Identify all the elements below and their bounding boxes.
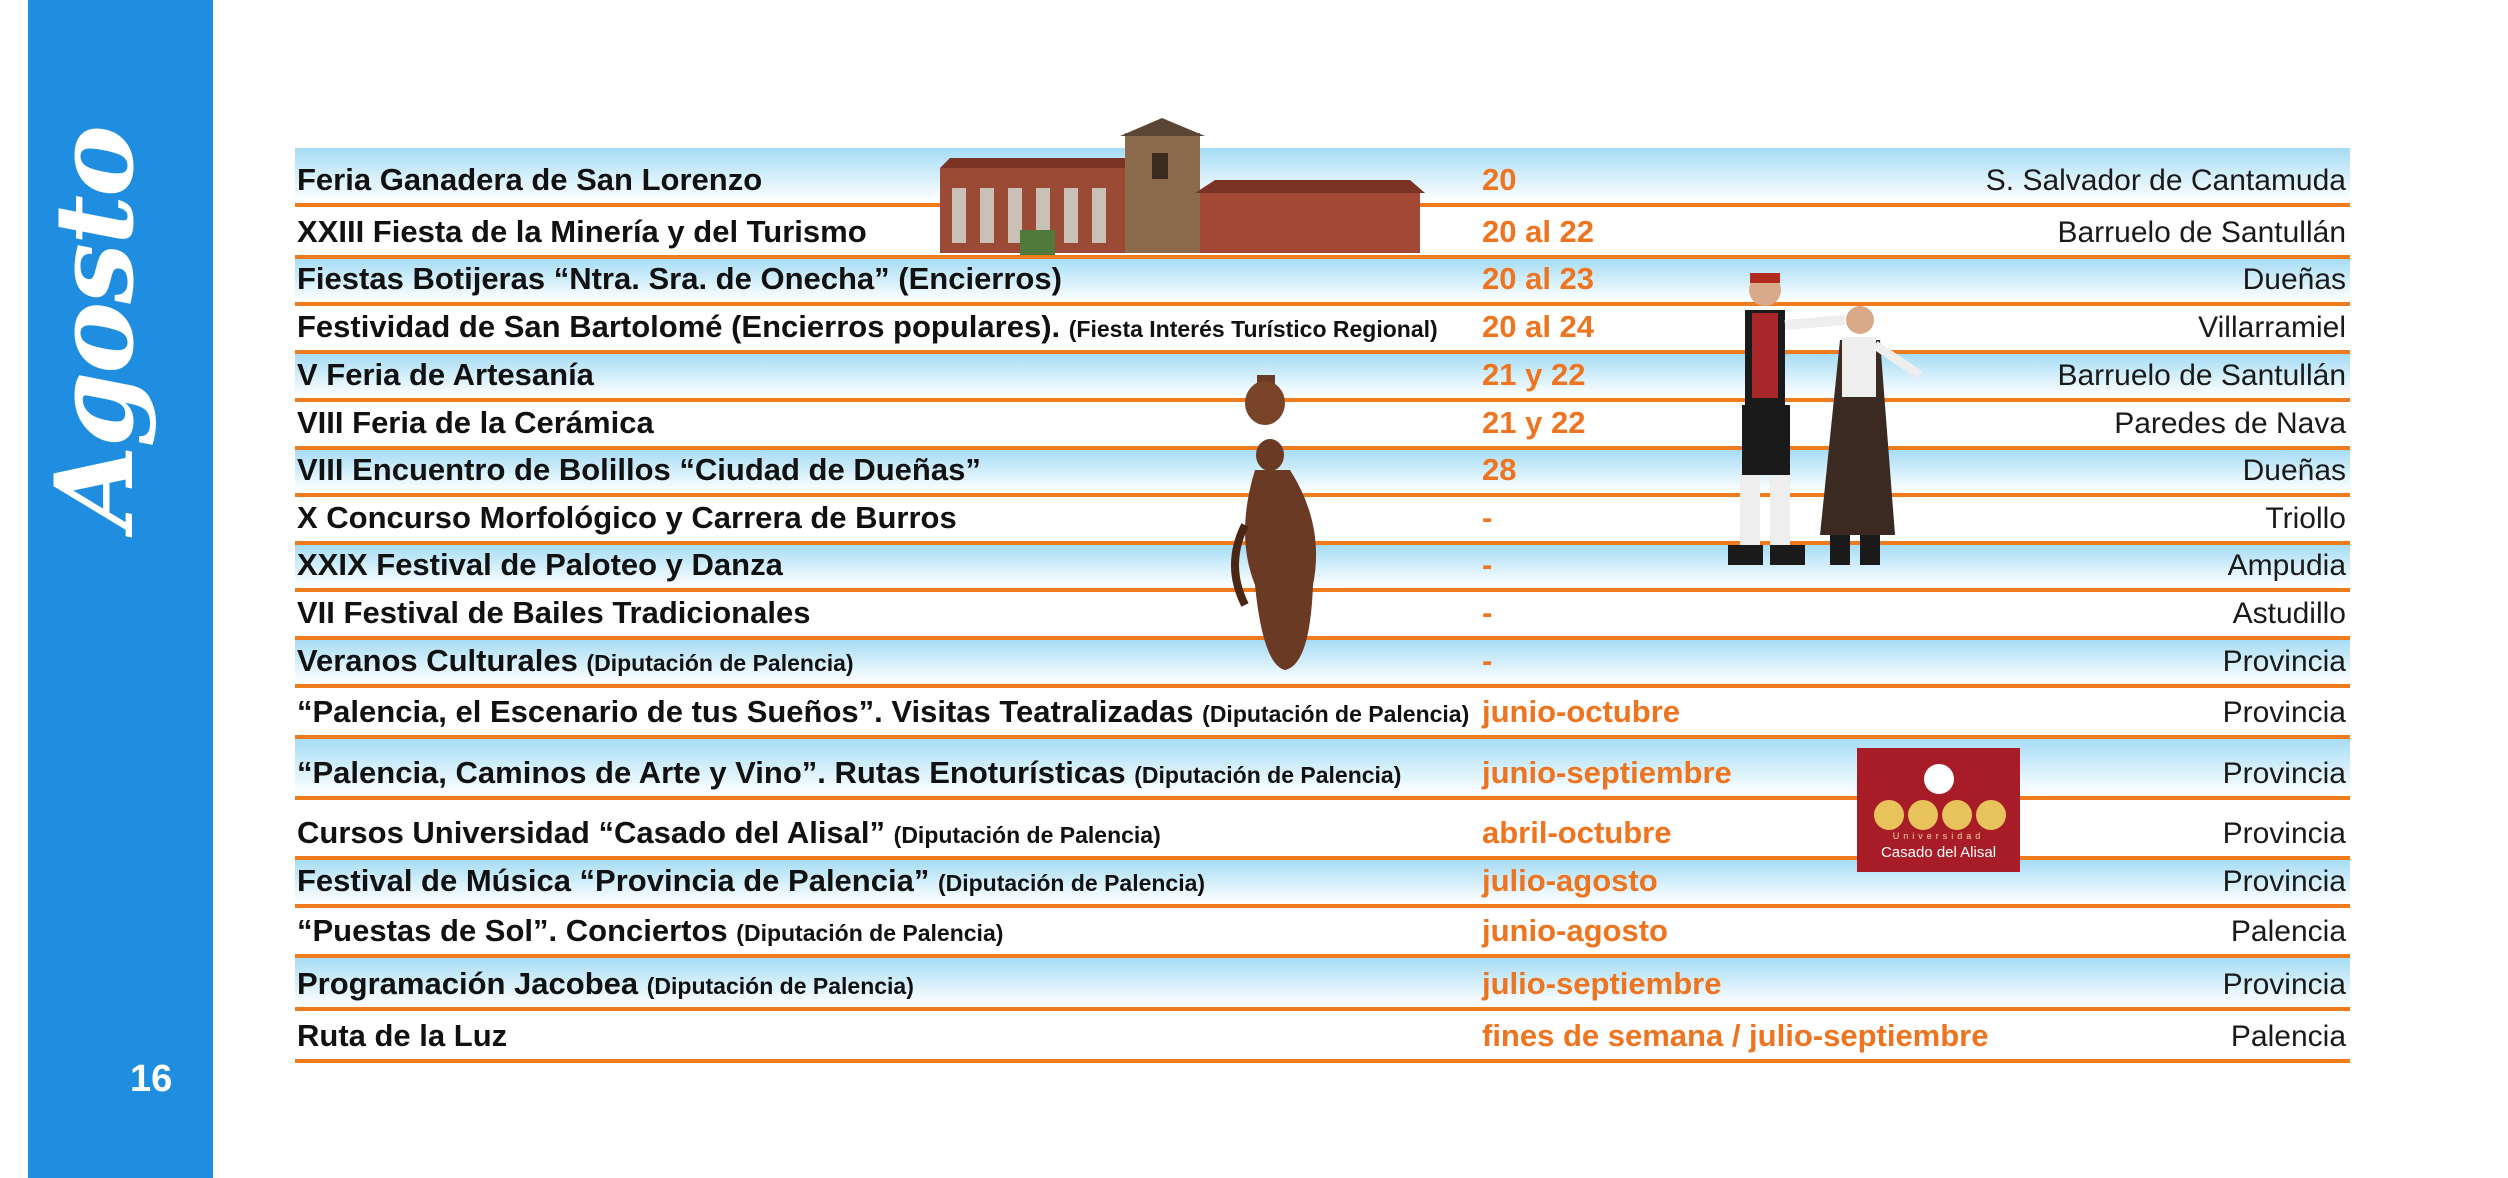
event-place: Provincia <box>2222 696 2346 729</box>
event-date: julio-septiembre <box>1482 966 1722 1001</box>
event-place: Ampudia <box>2227 549 2346 582</box>
event-date: 20 al 24 <box>1482 309 1595 344</box>
event-name: Programación Jacobea (Diputación de Palencia) <box>297 966 914 1001</box>
table-row <box>295 860 2350 908</box>
table-row <box>295 1011 2350 1063</box>
event-place: Villarramiel <box>2198 311 2346 344</box>
event-date: 21 y 22 <box>1482 405 1586 440</box>
event-place: Provincia <box>2222 757 2346 790</box>
table-row <box>295 306 2350 354</box>
table-row <box>295 800 2350 860</box>
event-name: Feria Ganadera de San Lorenzo <box>297 162 763 197</box>
event-place: Provincia <box>2222 645 2346 678</box>
event-place: Palencia <box>2230 915 2346 948</box>
event-date: julio-agosto <box>1482 863 1658 898</box>
event-name: Cursos Universidad “Casado del Alisal” (Diputación de Palencia) <box>297 815 1161 850</box>
event-place: Provincia <box>2222 865 2346 898</box>
table-row <box>295 908 2350 958</box>
event-date: fines de semana / julio-septiembre <box>1482 1018 1989 1053</box>
event-place: Barruelo de Santullán <box>2057 359 2346 392</box>
table-row <box>295 739 2350 800</box>
jug-figurine-illustration <box>1215 375 1325 675</box>
event-place: Barruelo de Santullán <box>2057 216 2346 249</box>
event-name: X Concurso Morfológico y Carrera de Burros <box>297 500 957 535</box>
event-name: Festival de Música “Provincia de Palencia” (Diputación de Palencia) <box>297 863 1206 898</box>
event-date: junio-septiembre <box>1482 755 1732 790</box>
event-place: Triollo <box>2265 502 2346 535</box>
logo-dot-icon <box>1976 800 2006 830</box>
event-place: Provincia <box>2222 817 2346 850</box>
dancers-illustration <box>1670 265 1935 590</box>
logo-dot-icon <box>1908 800 1938 830</box>
university-logo <box>1857 748 2020 872</box>
month-title: Agosto <box>32 126 158 530</box>
event-name: VIII Encuentro de Bolillos “Ciudad de Dueñas” <box>297 452 981 487</box>
church-illustration <box>940 118 1425 258</box>
event-date: 20 <box>1482 162 1517 197</box>
event-name: “Palencia, Caminos de Arte y Vino”. Rutas Enoturísticas (Diputación de Palencia) <box>297 755 1402 790</box>
page-number: 16 <box>130 1058 173 1100</box>
table-row <box>295 958 2350 1011</box>
event-date: abril-octubre <box>1482 815 1672 850</box>
logo-top-dot-icon <box>1924 764 1954 794</box>
event-name: Ruta de la Luz <box>297 1018 508 1053</box>
event-date: 20 al 22 <box>1482 214 1595 249</box>
event-place: S. Salvador de Cantamuda <box>1985 164 2346 197</box>
event-date: - <box>1482 500 1493 535</box>
logo-dot-icon <box>1942 800 1972 830</box>
logo-dot-icon <box>1874 800 1904 830</box>
event-date: - <box>1482 595 1493 630</box>
table-row <box>295 259 2350 306</box>
event-date: 20 al 23 <box>1482 261 1595 296</box>
event-date: junio-octubre <box>1482 694 1681 729</box>
event-date: 21 y 22 <box>1482 357 1586 392</box>
event-name: VIII Feria de la Cerámica <box>297 405 654 440</box>
event-date: - <box>1482 643 1493 678</box>
event-date: junio-agosto <box>1482 913 1668 948</box>
event-place: Provincia <box>2222 968 2346 1001</box>
event-name: Festividad de San Bartolomé (Encierros populares). (Fiesta Interés Turístico Regional) <box>297 309 1438 344</box>
event-place: Palencia <box>2230 1020 2346 1053</box>
row-divider <box>295 1059 2350 1063</box>
event-name: V Feria de Artesanía <box>297 357 594 392</box>
logo-top-text: Universidad <box>1892 831 1985 841</box>
event-name: Veranos Culturales (Diputación de Palencia) <box>297 643 854 678</box>
logo-name: Casado del Alisal <box>1880 844 1997 861</box>
event-date: - <box>1482 547 1493 582</box>
event-place: Dueñas <box>2242 454 2346 487</box>
event-place: Paredes de Nava <box>2114 407 2346 440</box>
event-name: XXIII Fiesta de la Minería y del Turismo <box>297 214 867 249</box>
event-date: 28 <box>1482 452 1517 487</box>
event-name: VII Festival de Bailes Tradicionales <box>297 595 811 630</box>
event-name: Fiestas Botijeras “Ntra. Sra. de Onecha” (Encierros) <box>297 261 1062 296</box>
event-name: “Palencia, el Escenario de tus Sueños”. Visitas Teatralizadas (Diputación de Palencia) <box>297 694 1470 729</box>
event-name: XXIX Festival de Paloteo y Danza <box>297 547 783 582</box>
table-row <box>295 688 2350 739</box>
event-place: Dueñas <box>2242 263 2346 296</box>
event-place: Astudillo <box>2232 597 2346 630</box>
event-name: “Puestas de Sol”. Conciertos (Diputación de Palencia) <box>297 913 1004 948</box>
